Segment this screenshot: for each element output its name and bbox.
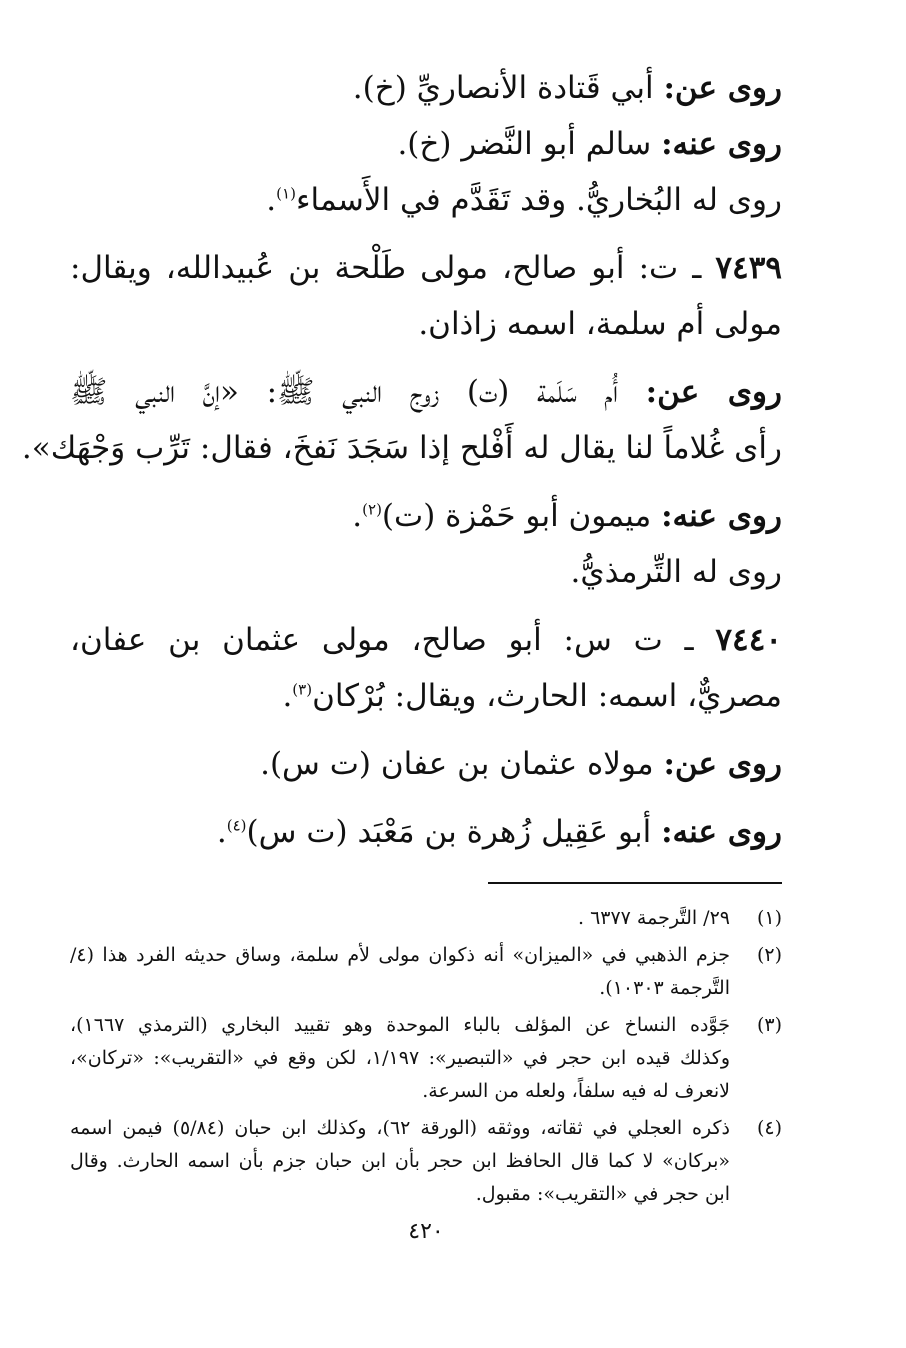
footnote-divider: [488, 882, 782, 884]
entry-7440-number: ٧٤٤٠: [715, 622, 782, 658]
entry-7439-by-text: ميمون أبو حَمْزة (ت): [381, 498, 652, 534]
narrated-by-text: سالم أبو النَّضر (خ).: [397, 126, 652, 162]
narrated-by-label: روى عنه:: [661, 126, 782, 162]
footnote-ref-2[interactable]: (٢): [362, 500, 382, 519]
entry-7439-narrated-line: [70, 544, 782, 600]
entry-7439-from-label: روى عن:: [645, 374, 782, 410]
footnote-line: جزم الذهبي في «الميزان» أنه ذكوان مولى لأم سلمة، وساق حديثه الفرد هذا (٤/: [70, 944, 730, 966]
entry-7439-from-text-2: رأى غُلاماً لنا يقال له أَفْلح إذا سَجَدَ نَفخَ، فقال: تَرِّب وَجْهَك».: [21, 430, 782, 466]
narrated-from-line: [70, 60, 782, 116]
footnote-number: (١): [756, 907, 782, 929]
narrators-line: روى له البُخاريُّ. وقد تَقَدَّم في الأَسماء$^{(١)}$.: [266, 182, 782, 218]
entry-7439-from-text-1: أُم سَلَمة (ت) زوج النبي ﷺ: «إنَّ النبي ﷺ: [70, 374, 619, 410]
footnote-number: (٤): [756, 1117, 782, 1139]
narrators-text: روى له البُخاريُّ. وقد تَقَدَّم في الأَسماء: [295, 182, 782, 218]
footnote-ref-4[interactable]: (٤): [226, 816, 247, 835]
entry-7440-from-line: [70, 736, 782, 792]
entry-7439-number: ٧٤٣٩: [715, 250, 782, 286]
footnote-2: [70, 939, 782, 1005]
narrated-from-label: روى عن:: [663, 70, 782, 106]
entry-7439-heading-text-2: مولى أم سلمة، اسمه زاذان.: [418, 306, 782, 342]
footnote-1: [70, 902, 782, 935]
entry-7439-from-line-2: [21, 420, 782, 476]
entry-7440-by-line: روى عنه: أبو عَقِيل زُهرة بن مَعْبَد (ت س)$^{(٤)}$.: [216, 814, 782, 850]
footnote-ref-3[interactable]: (٣): [292, 680, 313, 699]
entry-7440-heading-text-1: ـ ت س: أبو صالح، مولى عثمان بن عفان،: [70, 622, 694, 658]
entry-7439-by-label: روى عنه:: [661, 498, 782, 534]
footnote-line: وكذلك قيده ابن حجر في «التبصير»: ١/١٩٧، لكن وقع في «التقريب»: «تركان»،: [70, 1047, 730, 1069]
entry-7440-heading: [70, 612, 782, 668]
entry-7440-by-text: أبو عَقِيل زُهرة بن مَعْبَد (ت س): [246, 814, 652, 850]
narrated-from-text: أبي قَتادة الأنصاريِّ (خ).: [352, 70, 654, 106]
footnote-number: (٣): [756, 1014, 782, 1036]
footnotes: [70, 902, 782, 1211]
footnote-line: التَّرجمة ١٠٣٠٣).: [599, 977, 730, 999]
footnote-line: ذكره العجلي في ثقاته، ووثقه (الورقة ٦٢)، وكذلك ابن حبان (٥/٨٤) فيمن اسمه: [70, 1117, 730, 1139]
footnote-line: جَوَّده النساخ عن المؤلف بالباء الموحدة وهو تقييد البخاري (الترمذي ١٦٦٧)،: [70, 1014, 730, 1036]
footnote-line: ٢٩/ التَّرجمة ٦٣٧٧ .: [577, 907, 730, 929]
footnote-line: «بركان» لا كما قال الحافظ ابن حجر بأن ابن حبان جزم بأن اسمه الحارث. وقال: [70, 1150, 730, 1172]
entry-7439-narrated-text: روى له التِّرمذيُّ.: [570, 554, 782, 590]
narrated-by-line: [70, 116, 782, 172]
footnote-4: [70, 1112, 782, 1211]
entry-7439-heading-cont: [70, 296, 782, 352]
book-page: [21, 60, 782, 1244]
footnote-line: ابن حجر في «التقريب»: مقبول.: [475, 1183, 730, 1205]
entry-7440-heading-text-2: مصريٌّ، اسمه: الحارث، ويقال: بُرْكان: [312, 678, 782, 714]
footnote-3: [70, 1009, 782, 1108]
footnote-line: لانعرف له فيه سلفاً، ولعله من السرعة.: [422, 1080, 730, 1102]
entry-7440-heading-cont: مصريٌّ، اسمه: الحارث، ويقال: بُرْكان$^{(٣)}$.: [282, 678, 782, 714]
page-number: ٤٢٠: [408, 1219, 444, 1244]
entry-7439-heading: [70, 240, 782, 296]
footnote-ref-1[interactable]: (١): [276, 184, 296, 203]
entry-7439-heading-text-1: ـ ت: أبو صالح، مولى طَلْحة بن عُبيدالله، ويقال:: [70, 250, 702, 286]
entry-7440-from-text: مولاه عثمان بن عفان (ت س).: [260, 746, 654, 782]
entry-7440-from-label: روى عن:: [663, 746, 782, 782]
entry-7440-by-label: روى عنه:: [661, 814, 782, 850]
entry-7439-by-line: روى عنه: ميمون أبو حَمْزة (ت)$^{(٢)}$.: [352, 498, 782, 534]
footnote-number: (٢): [756, 944, 782, 966]
entry-7439-from-line-1: [70, 364, 782, 420]
